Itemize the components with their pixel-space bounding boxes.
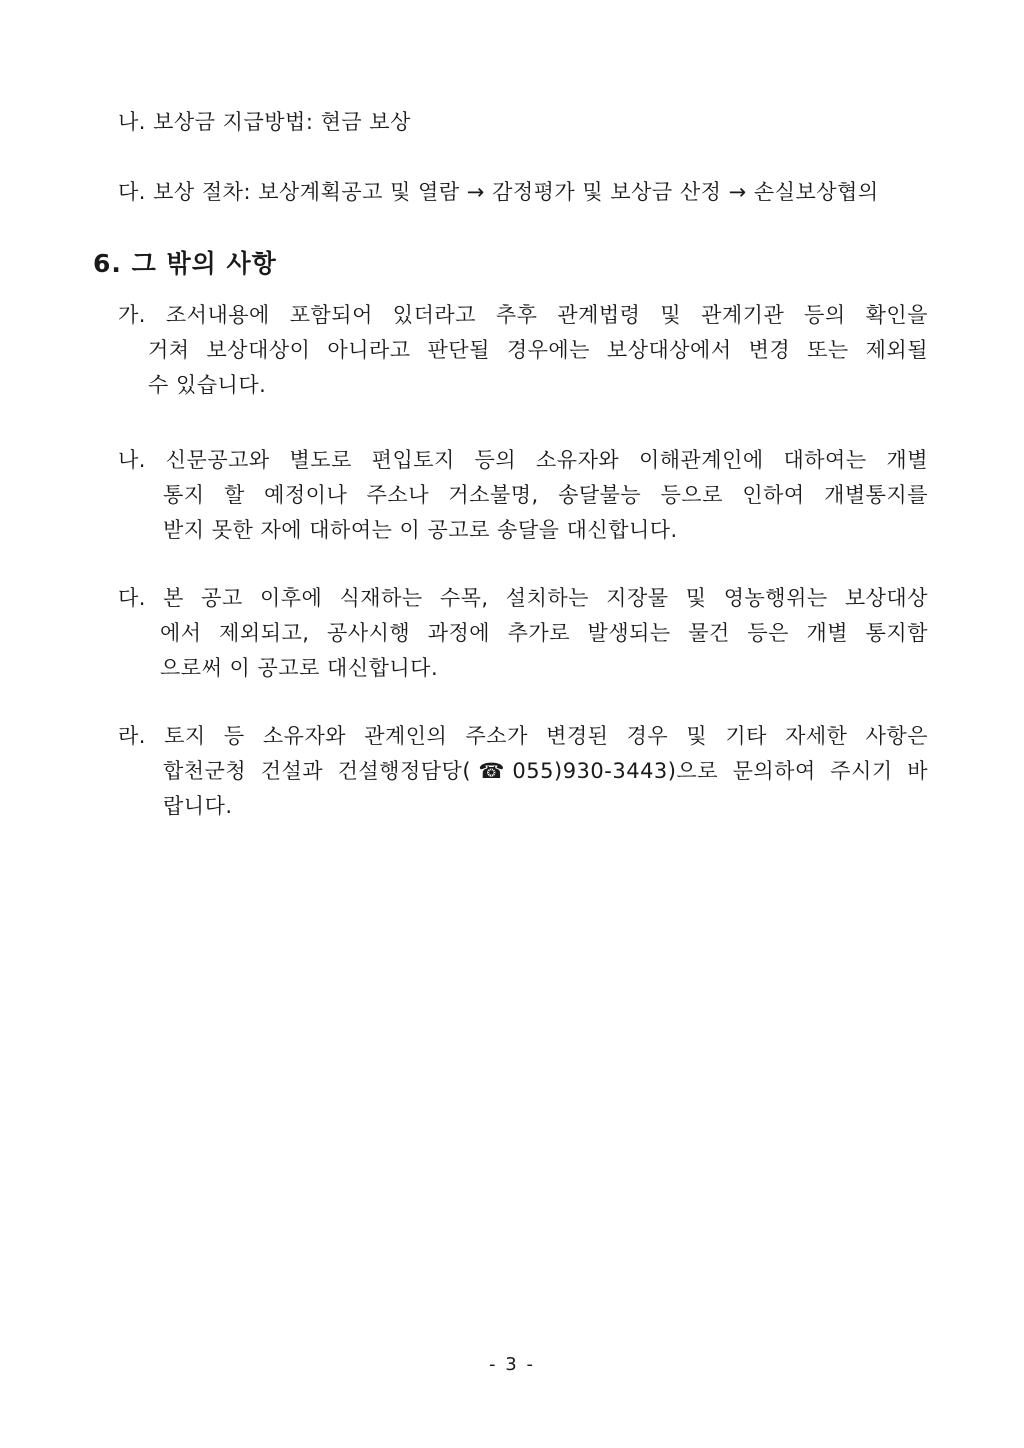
paragraph-line: 합천군청 건설과 건설행정담당(☎055)930-3443)으로 문의하여 주시기 바	[163, 759, 928, 783]
compensation-procedure: 다. 보상 절차: 보상계획공고 및 열람 → 감정평가 및 보상금 산정 → 손실보상협의	[118, 180, 879, 204]
section-title: 6. 그 밖의 사항	[93, 249, 277, 278]
paragraph-line: 수 있습니다.	[148, 373, 267, 397]
paragraph-na	[118, 443, 928, 548]
paragraph-line: 가. 조서내용에 포함되어 있더라고 추후 관계법령 및 관계기관 등의 확인을	[118, 303, 928, 327]
compensation-payment-method: 나. 보상금 지급방법: 현금 보상	[118, 110, 411, 134]
paragraph-ga	[118, 298, 928, 403]
page-number: - 3 -	[489, 1354, 535, 1375]
paragraph-line: 거쳐 보상대상이 아니라고 판단될 경우에는 보상대상에서 변경 또는 제외될	[148, 338, 928, 362]
paragraph-line: 받지 못한 자에 대하여는 이 공고로 송달을 대신합니다.	[163, 518, 678, 542]
paragraph-line: 랍니다.	[163, 794, 233, 818]
paragraph-line: 에서 제외되고, 공사시행 과정에 추가로 발생되는 물건 등은 개별 통지함	[160, 621, 928, 645]
paragraph-ra	[118, 719, 928, 824]
paragraph-line: 라. 토지 등 소유자와 관계인의 주소가 변경된 경우 및 기타 자세한 사항은	[118, 724, 928, 748]
paragraph-line: 나. 신문공고와 별도로 편입토지 등의 소유자와 이해관계인에 대하여는 개별	[118, 448, 928, 472]
paragraph-line: 다. 본 공고 이후에 식재하는 수목, 설치하는 지장물 및 영농행위는 보상대상	[118, 586, 928, 610]
paragraph-line: 통지 할 예정이나 주소나 거소불명, 송달불능 등으로 인하여 개별통지를	[163, 483, 928, 507]
paragraph-line: 으로써 이 공고로 대신합니다.	[160, 656, 439, 680]
paragraph-da	[118, 581, 928, 686]
